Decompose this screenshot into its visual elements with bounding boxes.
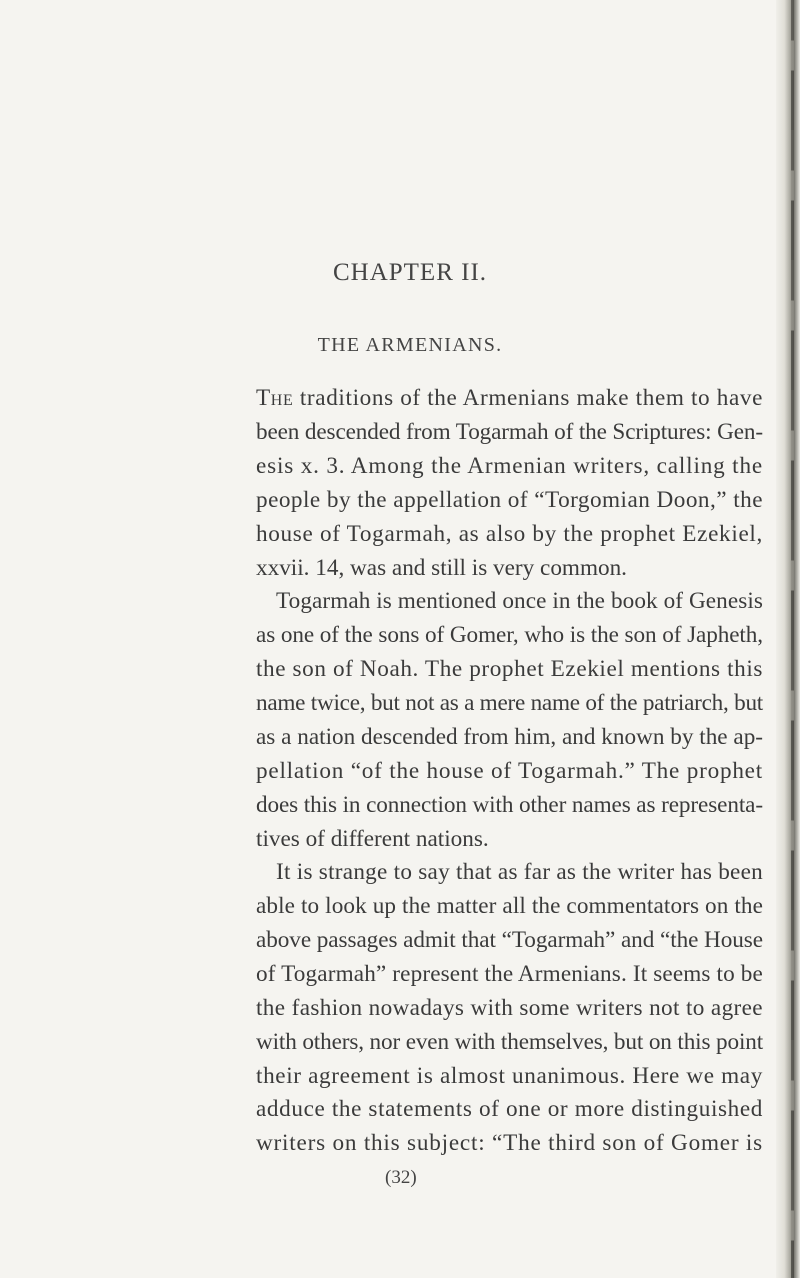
text-line: does this in connection with other names as representa-: [256, 792, 763, 818]
section-heading: THE ARMENIANS.: [317, 334, 503, 356]
text-line: Togarmah is mentioned once in the book of Genesis: [276, 588, 763, 614]
first-word: The: [256, 385, 294, 411]
text-line: esis x. 3. Among the Armenian writers, calling the: [256, 453, 763, 479]
text-line: house of Togarmah, as also by the prophet Ezekiel,: [256, 521, 764, 547]
page-edge-shadow: [776, 0, 800, 1278]
text-line: people by the appellation of “Torgomian Doon,” the: [256, 487, 764, 513]
text-line: writers on this subject: “The third son of Gomer is: [256, 1130, 763, 1156]
text-line: name twice, but not as a mere name of the patriarch, but: [256, 690, 763, 716]
text-line: as one of the sons of Gomer, who is the son of Japheth,: [256, 622, 764, 648]
page-number: (32): [385, 1167, 417, 1188]
text-line: their agreement is almost unanimous. Here we may: [256, 1063, 763, 1089]
text-line: the fashion nowadays with some writers not to agree: [256, 995, 763, 1021]
text-line-content: traditions of the Armenians make them to have: [293, 385, 764, 411]
text-line: able to look up the matter all the commentators on the: [256, 893, 764, 919]
text-line: pellation “of the house of Togarmah.” The prophet: [256, 758, 763, 784]
text-line: the son of Noah. The prophet Ezekiel mentions this: [256, 656, 763, 682]
chapter-heading: CHAPTER II.: [332, 259, 488, 286]
text-line: [256, 387, 763, 410]
text-line: xxvii. 14, was and still is very common.: [256, 555, 627, 581]
text-line: adduce the statements of one or more distinguished: [256, 1096, 764, 1122]
page-edge-binding: [791, 0, 794, 1278]
text-line: above passages admit that “Togarmah” and “the House: [256, 927, 763, 953]
text-line: of Togarmah” represent the Armenians. It seems to be: [256, 961, 763, 987]
text-line: It is strange to say that as far as the writer has been: [276, 859, 764, 885]
text-line: been descended from Togarmah of the Scriptures: Gen-: [256, 419, 763, 445]
text-line: as a nation descended from him, and known by the ap-: [256, 724, 764, 750]
text-line: with others, nor even with themselves, but on this point: [256, 1029, 764, 1055]
text-line: tives of different nations.: [256, 826, 489, 852]
